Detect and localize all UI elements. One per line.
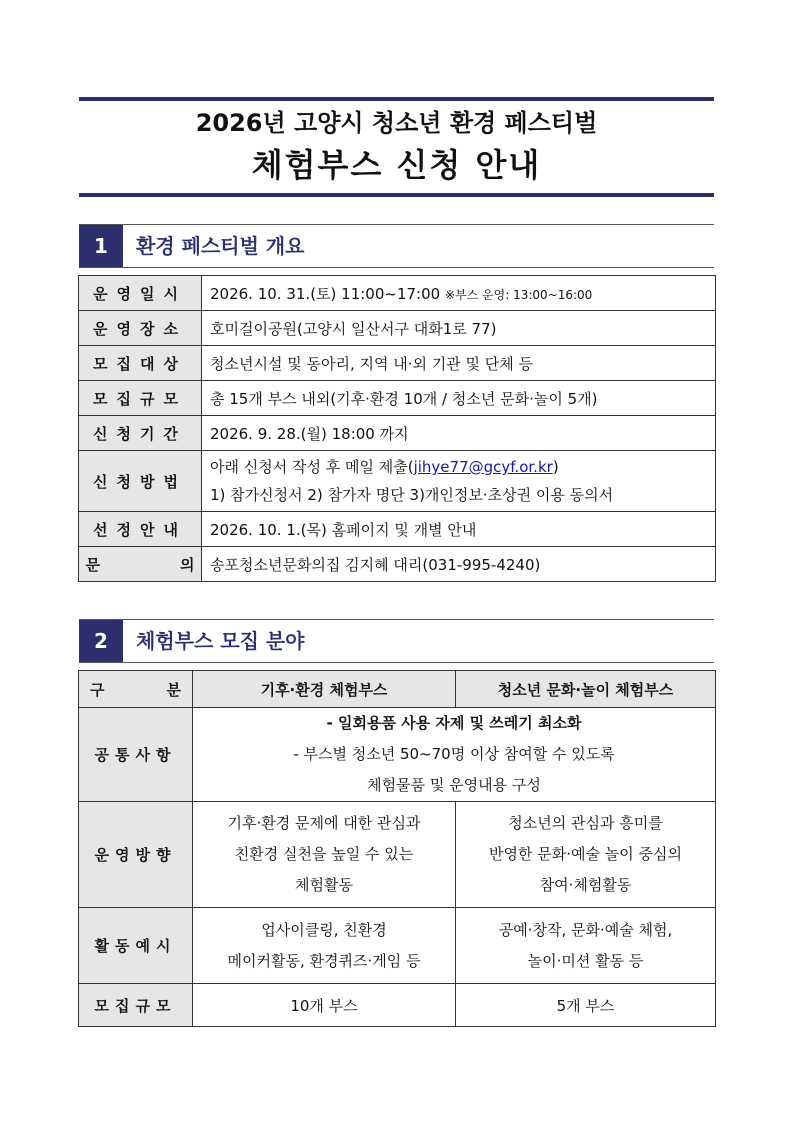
table-row [79, 416, 716, 451]
application-method-close: ) [552, 458, 559, 476]
application-method-line1 [210, 453, 715, 481]
row-key: 신청기간 [79, 416, 202, 451]
row-key: 선정안내 [79, 512, 202, 547]
row-value [202, 276, 716, 311]
header-col1: 기후·환경 체험부스 [193, 671, 456, 708]
section1-title: 환경 페스티벌 개요 [136, 234, 305, 258]
row-key: 운영일시 [79, 276, 202, 311]
email-link[interactable]: jihye77@gcyf.or.kr [413, 458, 553, 476]
title-top-rule [79, 97, 714, 101]
row-key: 모집대상 [79, 346, 202, 381]
row-key [79, 547, 202, 582]
section2-number-badge: 2 [79, 620, 123, 662]
document-title-line2: 체험부스 신청 안내 [251, 146, 542, 184]
table-row [79, 547, 716, 582]
recruitment-fields-table [78, 670, 716, 1027]
booth-hours-note: ※부스 운영: 13:00~16:00 [444, 287, 593, 302]
common-line3: 체험물품 및 운영내용 구성 [367, 776, 541, 794]
section2-title: 체험부스 모집 분야 [136, 629, 305, 653]
examples-col1 [193, 908, 456, 984]
text-line: 체험활동 [295, 876, 353, 894]
section2-bottom-line [79, 662, 714, 663]
title-bottom-rule [79, 193, 714, 197]
header-col2: 청소년 문화·놀이 체험부스 [456, 671, 716, 708]
row-value: 호미걸이공원(고양시 일산서구 대화1로 77) [202, 311, 716, 346]
table-header-row [79, 671, 716, 708]
row-key: 활동예시 [79, 908, 193, 984]
row-value: 2026. 10. 1.(목) 홈페이지 및 개별 안내 [202, 512, 716, 547]
row-value: 송포청소년문화의집 김지혜 대리(031-995-4240) [202, 547, 716, 582]
table-row [79, 311, 716, 346]
text-line: 업사이클링, 친환경 [261, 920, 387, 939]
text-line: 공예·창작, 문화·예술 체험, [498, 920, 673, 939]
common-line1: - 일회용품 사용 자제 및 쓰레기 최소화 [326, 714, 582, 732]
text-line: 청소년의 관심과 흥미를 [508, 814, 663, 832]
section2-header [79, 619, 714, 663]
row-value: 총 15개 부스 내외(기후·환경 10개 / 청소년 문화·놀이 5개) [202, 381, 716, 416]
direction-col2 [456, 802, 716, 908]
text-line: 참여·체험활동 [539, 876, 632, 894]
table-row [79, 276, 716, 311]
common-requirements [193, 708, 716, 802]
header-key-part-a: 구 [90, 680, 105, 699]
text-line: 친환경 실천을 높일 수 있는 [234, 845, 414, 863]
scale-col2: 5개 부스 [456, 984, 716, 1027]
header-key [79, 671, 193, 708]
direction-col1 [193, 802, 456, 908]
table-row [79, 802, 716, 908]
section1-number-badge: 1 [79, 225, 123, 267]
common-line2: - 부스별 청소년 50~70명 이상 참여할 수 있도록 [293, 745, 615, 763]
row-key-part-a: 문 [85, 555, 100, 574]
row-value: 2026. 9. 28.(월) 18:00 까지 [202, 416, 716, 451]
row-key: 공통사항 [79, 708, 193, 802]
text-line: 놀이·미션 활동 등 [527, 951, 644, 970]
document-title-line1: 2026년 고양시 청소년 환경 페스티벌 [195, 109, 598, 137]
examples-col2 [456, 908, 716, 984]
text-line: 기후·환경 문제에 대한 관심과 [227, 814, 421, 832]
section1-header [79, 224, 714, 268]
table-row [79, 346, 716, 381]
row-key: 신청방법 [79, 451, 202, 512]
table-row [79, 451, 716, 512]
scale-col1: 10개 부스 [193, 984, 456, 1027]
row-key: 운영장소 [79, 311, 202, 346]
table-row [79, 708, 716, 802]
table-row [79, 984, 716, 1027]
table-row [79, 381, 716, 416]
row-key: 모집규모 [79, 381, 202, 416]
row-value: 청소년시설 및 동아리, 지역 내·외 기관 및 단체 등 [202, 346, 716, 381]
text-line: 메이커활동, 환경퀴즈·게임 등 [227, 951, 421, 970]
table-row [79, 512, 716, 547]
row-value [202, 451, 716, 512]
schedule-value: 2026. 10. 31.(토) 11:00~17:00 [210, 284, 441, 303]
row-key: 운영방향 [79, 802, 193, 908]
table-row [79, 908, 716, 984]
section1-bottom-line [79, 267, 714, 268]
document-title-block [79, 97, 714, 197]
application-method-text: 아래 신청서 작성 후 메일 제출( [210, 458, 414, 476]
row-key: 모집규모 [79, 984, 193, 1027]
text-line: 반영한 문화·예술 놀이 중심의 [489, 845, 682, 863]
header-key-part-b: 분 [166, 680, 181, 699]
application-method-line2: 1) 참가신청서 2) 참가자 명단 3)개인정보·초상권 이용 동의서 [210, 486, 614, 504]
row-key-part-b: 의 [180, 555, 195, 574]
overview-table [78, 275, 716, 582]
